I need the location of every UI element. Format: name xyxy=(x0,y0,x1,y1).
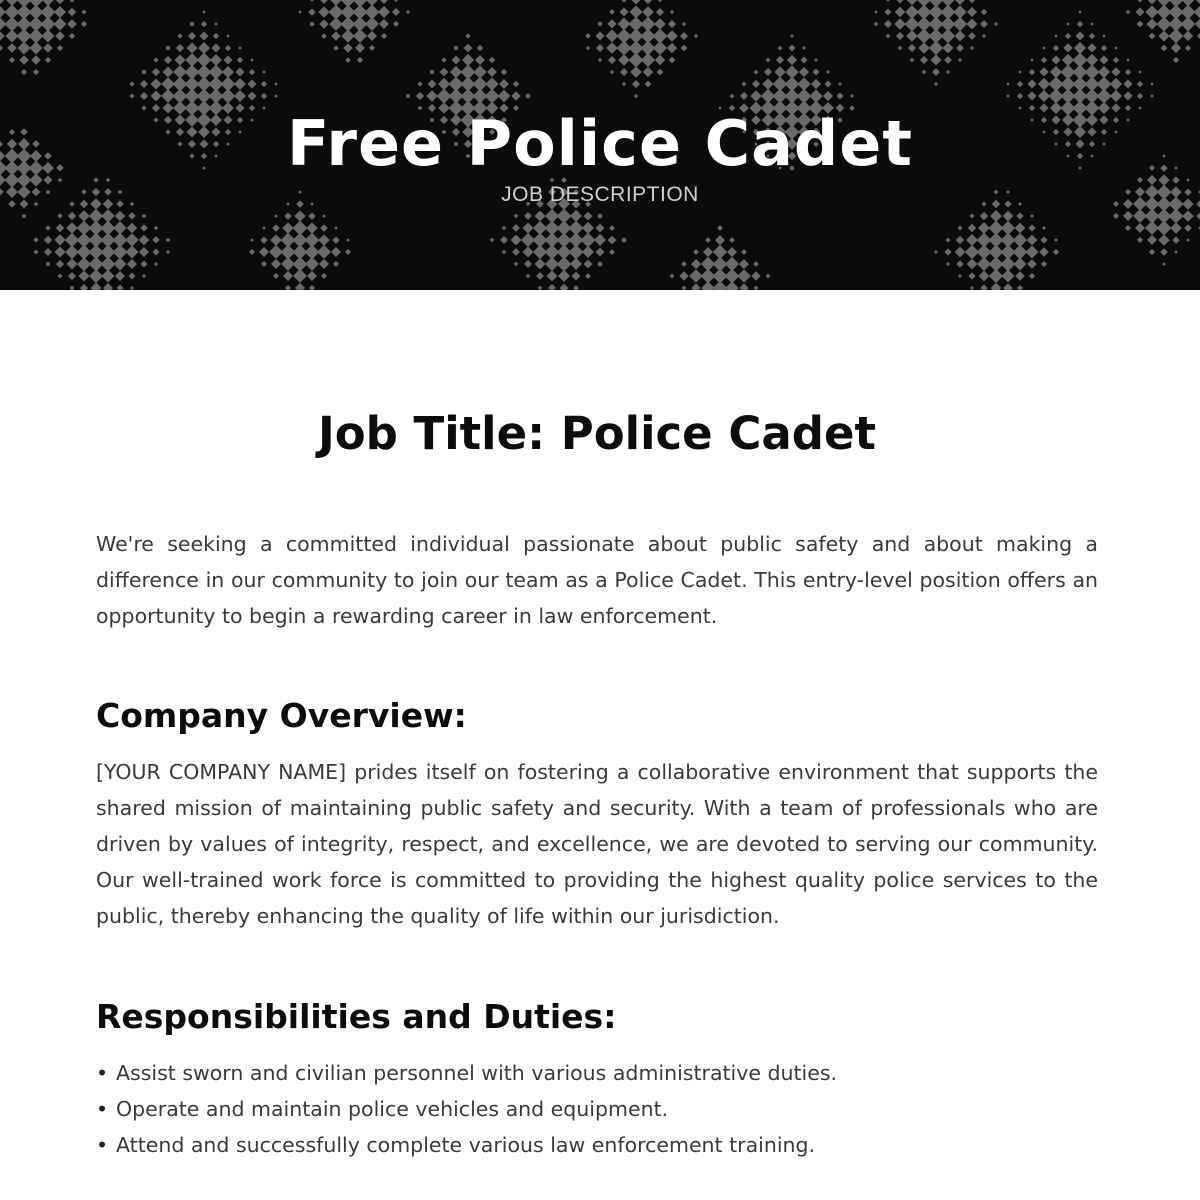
responsibilities-list xyxy=(96,1055,1098,1163)
bullet-icon: • xyxy=(96,1061,109,1085)
company-overview-paragraph: [YOUR COMPANY NAME] prides itself on fostering a collaborative environment that supports the shared mission of maintaining public safety and security. With a team of professionals who are driven by values of integrity, respect, and excellence, we are devoted to serving our community. Our well-trained work force is committed to providing the highest quality police services to the public, thereby enhancing the quality of life within our jurisdiction. xyxy=(96,760,1098,928)
list-item xyxy=(96,1127,1098,1163)
company-overview-heading: Company Overview: xyxy=(96,696,467,735)
job-title: Job Title: Police Cadet xyxy=(317,407,877,460)
list-item xyxy=(96,1091,1098,1127)
banner-title: Free Police Cadet xyxy=(287,107,913,180)
list-item-text: Operate and maintain police vehicles and equipment. xyxy=(116,1097,669,1121)
bullet-icon: • xyxy=(96,1097,109,1121)
banner-subtitle: JOB DESCRIPTION xyxy=(501,183,699,206)
list-item-text: Attend and successfully complete various law enforcement training. xyxy=(116,1133,816,1157)
list-item xyxy=(96,1055,1098,1091)
intro-paragraph: We're seeking a committed individual passionate about public safety and about making a difference in our community to join our team as a Police Cadet. This entry-level position offers an opportunity to begin a rewarding career in law enforcement. xyxy=(96,532,1098,628)
bullet-icon: • xyxy=(96,1133,109,1157)
responsibilities-heading: Responsibilities and Duties: xyxy=(96,997,617,1036)
document-body xyxy=(96,404,1098,1163)
list-item-text: Assist sworn and civilian personnel with various administrative duties. xyxy=(116,1061,838,1085)
header-banner xyxy=(0,0,1200,290)
